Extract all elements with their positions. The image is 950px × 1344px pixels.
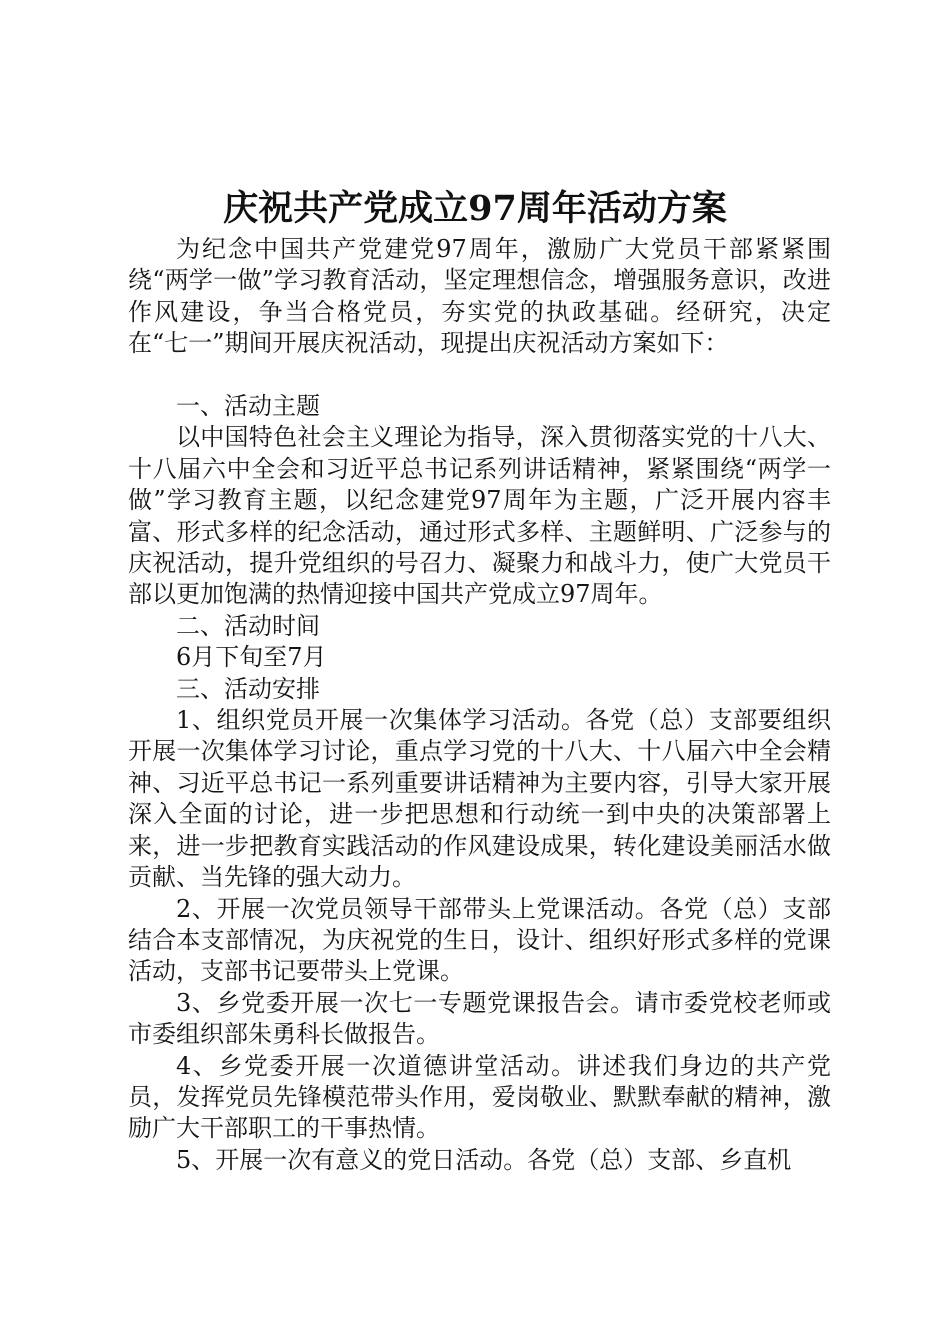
theme-paragraph: 以中国特色社会主义理论为指导，深入贯彻落实党的十八大、十八届六中全会和习近平总书记系列讲话精神，紧紧围绕“两学一做”学习教育主题，以纪念建党97周年为主题，广泛开展内容丰富、形式多样的纪念活动，通过形式多样、主题鲜明、广泛参与的庆祝活动，提升党组织的号召力、凝聚力和战斗力，使广大党员干部以更加饱满的热情迎接中国共产党成立97周年。	[128, 423, 831, 609]
arrangement-item-3: 3、乡党委开展一次七一专题党课报告会。请市委党校老师或市委组织部朱勇科长做报告。	[128, 988, 831, 1049]
arrangement-item-5: 5、开展一次有意义的党日活动。各党（总）支部、乡直机	[176, 1145, 792, 1174]
section-heading-arrangement: 三、活动安排	[176, 674, 320, 703]
time-paragraph: 6月下旬至7月	[176, 643, 327, 672]
arrangement-item-2: 2、开展一次党员领导干部带头上党课活动。各党（总）支部结合本支部情况，为庆祝党的生日，设计、组织好形式多样的党课活动，支部书记要带头上党课。	[128, 894, 831, 986]
section-heading-time: 二、活动时间	[176, 611, 320, 640]
document-title: 庆祝共产党成立97周年活动方案	[223, 188, 727, 229]
intro-paragraph: 为纪念中国共产党建党97周年，激励广大党员干部紧紧围绕“两学一做”学习教育活动，坚定理想信念，增强服务意识，改进作风建设，争当合格党员，夯实党的执政基础。经研究，决定在“七一”期间开展庆祝活动，现提出庆祝活动方案如下：	[128, 235, 831, 358]
arrangement-item-1: 1、组织党员开展一次集体学习活动。各党（总）支部要组织开展一次集体学习讨论，重点学习党的十八大、十八届六中全会精神、习近平总书记一系列重要讲话精神为主要内容，引导大家开展深入全面的讨论，进一步把思想和行动统一到中央的决策部署上来，进一步把教育实践活动的作风建设成果，转化建设美丽活水做贡献、当先锋的强大动力。	[128, 706, 831, 892]
document-body	[128, 234, 831, 1176]
arrangement-item-4: 4、乡党委开展一次道德讲堂活动。讲述我们身边的共产党员，发挥党员先锋模范带头作用，爱岗敬业、默默奉献的精神，激励广大干部职工的干事热情。	[128, 1051, 831, 1143]
blank-line	[128, 360, 831, 391]
section-heading-theme: 一、活动主题	[176, 392, 320, 421]
